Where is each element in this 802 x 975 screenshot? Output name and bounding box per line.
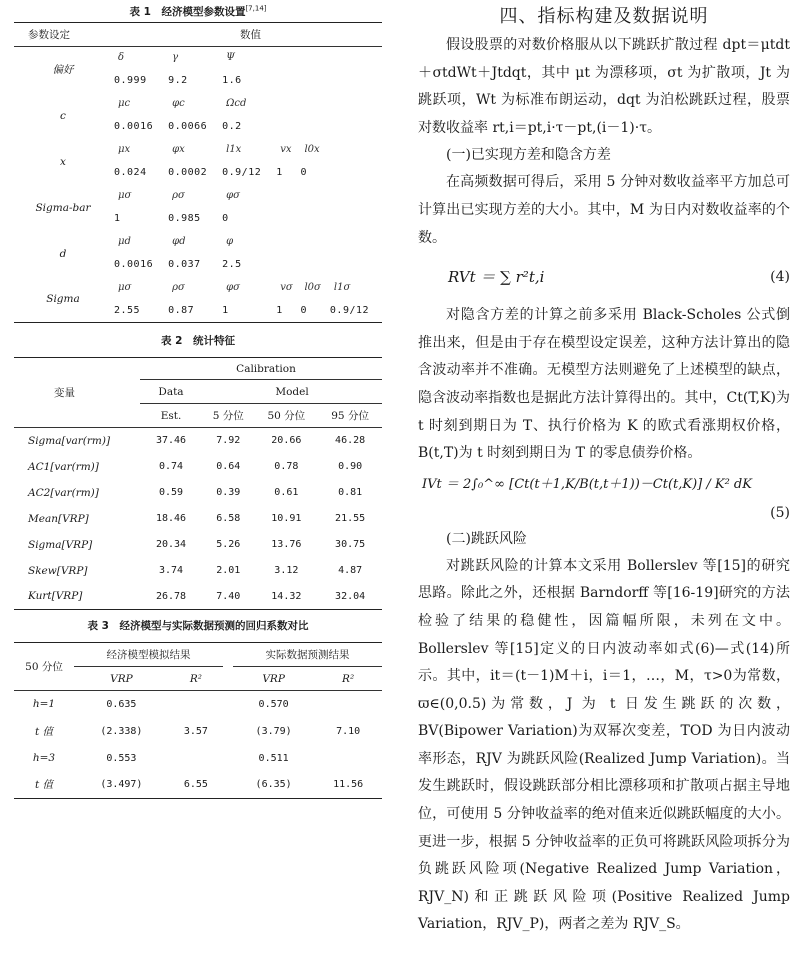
paragraph-3: 对隐含方差的计算之前多采用 Black-Scholes 公式倒推出来，但是由于存在模型设定误差，这种方法计算出的隐含波动率并不准确。无模型方法则避免了上述模型的缺点，隐含波动率指数也是据此方法计算得出的。其中，Ct(T,K)为 t 时刻到期日为 T、执行价格为 K 的欧式看涨期权价格，B(t,T)为 t 时刻到期日为 T 的零息债券价格。 xyxy=(418,307,790,462)
table3-cell-r2 xyxy=(314,745,382,772)
table1-symbol: μσ xyxy=(118,282,132,293)
article-column xyxy=(418,0,790,939)
table1-value xyxy=(328,115,382,139)
table1-value: 0.0002 xyxy=(168,167,208,178)
table1-symbol: μc xyxy=(118,98,131,109)
table2-cell-p5: 6.58 xyxy=(216,513,241,524)
table2-cell-p50: 3.12 xyxy=(274,565,299,576)
table1-symbol xyxy=(328,47,382,69)
equation-4-number: (4) xyxy=(770,269,790,286)
table1-symbol: l1σ xyxy=(333,282,351,293)
table1-value: 1 xyxy=(276,304,283,316)
table2-cell-p95: 30.75 xyxy=(335,539,366,550)
table1-symbol xyxy=(274,93,298,115)
equation-5 xyxy=(418,468,790,526)
table3-cell-label: h=1 xyxy=(32,698,56,711)
table1-symbol: γ xyxy=(172,52,179,64)
table2-cell-p50: 10.91 xyxy=(271,513,302,524)
paragraph-1: 假设股票的对数价格服从以下跳跃扩散过程 dpt＝μtdt＋σtdWt＋Jtdqt，其中 μt 为漂移项，σt 为扩散项，Jt 为跳跃项，Wt 为标准布朗运动，dqt 为泊松跳跃过程，股票对数收益率 rt,i＝pt,i·τ－pt,(i－1)·τ。 xyxy=(418,37,790,136)
table2-model: Model xyxy=(202,380,382,404)
table3-cell-r1: 6.55 xyxy=(183,779,208,791)
table1-symbol: φ xyxy=(226,236,234,247)
table2-data: Data xyxy=(140,380,202,404)
table2-body xyxy=(14,428,382,610)
table1-value: 0.037 xyxy=(168,259,201,270)
table1-value: 0.024 xyxy=(114,167,147,178)
table1-value: 1 xyxy=(276,167,283,178)
table3-cell-r1 xyxy=(169,691,223,718)
table1-value xyxy=(298,115,327,139)
table2-cell-p50: 14.32 xyxy=(271,590,302,602)
table2-cell-var: Mean[VRP] xyxy=(28,512,89,525)
table2-cell-p5: 5.26 xyxy=(216,539,241,550)
table1-symbol: vx xyxy=(280,144,292,155)
table3-cell-v1: (2.338) xyxy=(100,725,143,737)
table1-symbol: φd xyxy=(172,236,186,247)
table3-cell-r2 xyxy=(314,691,382,718)
table1-caption xyxy=(14,4,382,22)
table1-value: 1.6 xyxy=(222,75,242,86)
table3-cell-v2: 0.511 xyxy=(258,752,289,764)
table2-cell-var: Skew[VRP] xyxy=(28,564,88,577)
table1-value: 0.2 xyxy=(222,121,242,132)
table2-cell-est: 37.46 xyxy=(155,435,187,447)
table1-value: 0.9/12 xyxy=(329,304,370,316)
table1-value: 1 xyxy=(222,304,229,316)
table3-cell-v1: 0.553 xyxy=(106,752,137,764)
equation-5-body: IVt ＝ 2∫₀^∞ [Ct(t＋1,K/B(t,t＋1))－Ct(t,K)] / K² dK xyxy=(422,476,752,492)
table3-cell-r2: 7.10 xyxy=(336,725,361,737)
table1-value xyxy=(274,69,298,93)
table3-group1: 经济模型模拟结果 xyxy=(74,643,223,667)
table2-cell-p50: 0.78 xyxy=(274,461,299,472)
table1-symbol xyxy=(274,231,298,253)
table1-body xyxy=(14,47,382,323)
table1-param-name: x xyxy=(60,155,66,168)
table1-symbol: vσ xyxy=(280,282,293,293)
table2-cell-var: AC2[var(rm)] xyxy=(28,486,99,499)
table1-value xyxy=(298,253,327,277)
tables-column xyxy=(14,0,382,799)
table3-cell-label: t 值 xyxy=(34,779,54,792)
paragraph-4: 对跳跃风险的计算本文采用 Bollerslev 等[15]的研究思路。除此之外，还根据 Barndorff 等[16-19]研究的方法检验了结果的稳健性，因篇幅所限，未列在文中。Bollerslev 等[15]定义的日内波动率如式(6)—式(14)所示。其中，it＝(t－1)M＋i，i＝1，…，M，τ>0为常数，ϖ∈(0,0.5)为常数，J 为 t 日发生跳跃的次数，BV(Bipower Variation)为双幂次变差，TOD 为日内波动率形态，RJV 为跳跃风险(Realized Jump Variation)。当发生跳跃时，假设跳跃部分相比漂移项和扩散项占据主导地位，可使用 5 分钟收益率的绝对值来近似跳跃幅度的大小。更进一步，根据 5 分钟收益率的正负可将跳跃风险项拆分为负跳跃风险项(Negative Realized Jump Variation，RJV_N)和正跳跃风险项(Positive Realized Jump Variation，RJV_P)，两者之差为 RJV_S。 xyxy=(418,557,790,933)
table1-value: 0.0016 xyxy=(114,121,154,132)
table1-symbol xyxy=(328,93,382,115)
table2-calibration: Calibration xyxy=(140,358,382,380)
table3-cell-v2: 0.570 xyxy=(258,698,289,710)
table2-cell-var: AC1[var(rm)] xyxy=(28,460,99,473)
table3-r2-2: R² xyxy=(342,672,355,685)
table1-symbol xyxy=(274,185,298,207)
table2-cell-est: 20.34 xyxy=(155,539,187,550)
table3-cell-r1: 3.57 xyxy=(183,725,208,737)
table1-symbol: ρσ xyxy=(172,190,185,201)
table2 xyxy=(14,357,382,610)
table2-p50: 50 分位 xyxy=(267,410,306,422)
table1-value: 0 xyxy=(300,167,308,178)
table2-p5: 5 分位 xyxy=(212,410,244,422)
table2-cell-p50: 20.66 xyxy=(271,435,302,447)
table3-col-q: 50 分位 xyxy=(25,661,63,673)
table1-symbol: φσ xyxy=(226,190,240,201)
table3-vrp2: VRP xyxy=(262,672,285,685)
table2-cell-p95: 0.90 xyxy=(338,461,363,472)
table3-vrp1: VRP xyxy=(110,672,133,685)
paragraph-2: 在高频数据可得后，采用 5 分钟对数收益率平方加总可计算出已实现方差的大小。其中，M 为日内对数收益率的个数。 xyxy=(418,174,790,246)
table1-ref: [7,14] xyxy=(245,4,267,13)
table1-value: 2.55 xyxy=(114,304,141,316)
table2-cell-p95: 21.55 xyxy=(335,513,366,524)
table2-cell-p5: 2.01 xyxy=(216,565,241,576)
table1-symbol: Ψ xyxy=(226,52,235,64)
table3-cell-r1 xyxy=(169,745,223,772)
table1-symbol: l0x xyxy=(304,144,320,155)
table1-value: 0.0066 xyxy=(168,121,208,132)
table1 xyxy=(14,22,382,323)
table1-param-name: Sigma-bar xyxy=(35,201,91,214)
table1-symbol: μσ xyxy=(118,190,132,201)
table1-symbol xyxy=(328,139,382,161)
table1-col-param: 参数设定 xyxy=(28,29,70,41)
table3-body xyxy=(14,691,382,799)
table2-p95: 95 分位 xyxy=(331,410,369,422)
table2-cell-p5: 7.92 xyxy=(216,435,241,447)
table2-cell-est: 3.74 xyxy=(158,565,184,576)
table2-caption: 表 2 统计特征 xyxy=(161,335,235,347)
table1-value: 0 xyxy=(222,213,229,224)
table2-cell-p95: 0.81 xyxy=(338,487,363,498)
table2-cell-p5: 7.40 xyxy=(216,590,241,602)
table1-symbol xyxy=(298,47,327,69)
table3 xyxy=(14,642,382,799)
table1-symbol xyxy=(298,185,327,207)
table1-symbol: φc xyxy=(172,98,185,109)
table1-value xyxy=(274,253,298,277)
section-title: 四、指标构建及数据说明 xyxy=(499,6,709,27)
equation-4-body: RVt ＝ ∑ r²t,i xyxy=(448,268,545,287)
table1-value xyxy=(274,115,298,139)
subsection-1-title: (一)已实现方差和隐含方差 xyxy=(446,147,611,164)
table1-col-value: 数值 xyxy=(240,29,261,41)
table2-cell-var: Sigma[var(rm)] xyxy=(28,434,111,447)
table1-value xyxy=(328,69,382,93)
table2-cell-p95: 4.87 xyxy=(338,565,363,576)
table2-est: Est. xyxy=(160,409,182,422)
table3-cell-v1: (3.497) xyxy=(100,779,143,791)
table1-param-name: Sigma xyxy=(46,293,80,306)
table2-cell-p95: 46.28 xyxy=(335,435,366,447)
table3-cell-label: h=3 xyxy=(32,752,56,764)
table2-cell-p5: 0.64 xyxy=(216,461,241,472)
table1-value: 0.87 xyxy=(168,304,195,316)
table2-cell-p95: 32.04 xyxy=(335,590,366,602)
table1-value xyxy=(328,207,382,231)
table1-param-name: 偏好 xyxy=(52,64,74,77)
table2-col-var: 变量 xyxy=(54,387,75,399)
table1-symbol: φx xyxy=(172,144,185,155)
equation-4 xyxy=(418,252,790,302)
table1-symbol xyxy=(328,231,382,253)
table3-cell-r2: 11.56 xyxy=(333,779,364,791)
table1-symbol: ρσ xyxy=(172,282,185,293)
table1-symbol: l1x xyxy=(226,144,242,155)
table2-cell-p5: 0.39 xyxy=(216,487,241,498)
equation-5-number: (5) xyxy=(770,504,790,521)
table3-caption: 表 3 经济模型与实际数据预测的回归系数对比 xyxy=(87,620,309,632)
table2-cell-est: 26.78 xyxy=(155,590,187,602)
table1-caption-text: 表 1 经济模型参数设置 xyxy=(129,6,246,18)
table1-value: 0 xyxy=(300,304,308,316)
table1-symbol: φσ xyxy=(226,282,240,293)
table1-symbol xyxy=(328,185,382,207)
table1-value xyxy=(328,253,382,277)
table1-symbol xyxy=(298,93,327,115)
table1-value: 0.985 xyxy=(168,213,201,224)
table1-symbol xyxy=(298,231,327,253)
table1-value xyxy=(298,207,327,231)
table1-value: 0.9/12 xyxy=(222,167,262,178)
table1-symbol: Ωcd xyxy=(226,98,247,109)
table3-cell-v2: (6.35) xyxy=(255,779,292,791)
table1-value: 2.5 xyxy=(222,259,242,270)
table1-value: 1 xyxy=(114,213,121,224)
table2-cell-est: 0.74 xyxy=(158,461,184,472)
table2-cell-p50: 0.61 xyxy=(274,487,299,498)
table1-symbol xyxy=(274,47,298,69)
table2-cell-var: Kurt[VRP] xyxy=(28,590,83,603)
table1-symbol: μd xyxy=(118,236,131,247)
table1-value: 0.999 xyxy=(114,75,147,86)
table3-cell-label: t 值 xyxy=(34,725,54,738)
table2-cell-p50: 13.76 xyxy=(271,539,302,550)
table1-symbol: l0σ xyxy=(304,282,321,293)
table1-value xyxy=(274,207,298,231)
table3-cell-v2: (3.79) xyxy=(255,725,292,737)
table1-param-name: c xyxy=(60,109,66,122)
table3-r2-1: R² xyxy=(189,672,202,685)
table2-cell-var: Sigma[VRP] xyxy=(28,538,93,551)
table1-param-name: d xyxy=(59,247,67,260)
table2-cell-est: 0.59 xyxy=(158,487,184,498)
subsection-2-title: (二)跳跃风险 xyxy=(446,530,527,547)
table1-value xyxy=(298,69,327,93)
table1-symbol: δ xyxy=(118,52,125,64)
table1-value xyxy=(328,161,382,185)
table3-cell-v1: 0.635 xyxy=(106,698,137,710)
table2-cell-est: 18.46 xyxy=(155,513,187,524)
table1-symbol: μx xyxy=(118,144,131,155)
table3-group2: 实际数据预测结果 xyxy=(233,643,382,667)
table1-value: 0.0016 xyxy=(114,259,154,270)
table1-value: 9.2 xyxy=(168,75,188,86)
